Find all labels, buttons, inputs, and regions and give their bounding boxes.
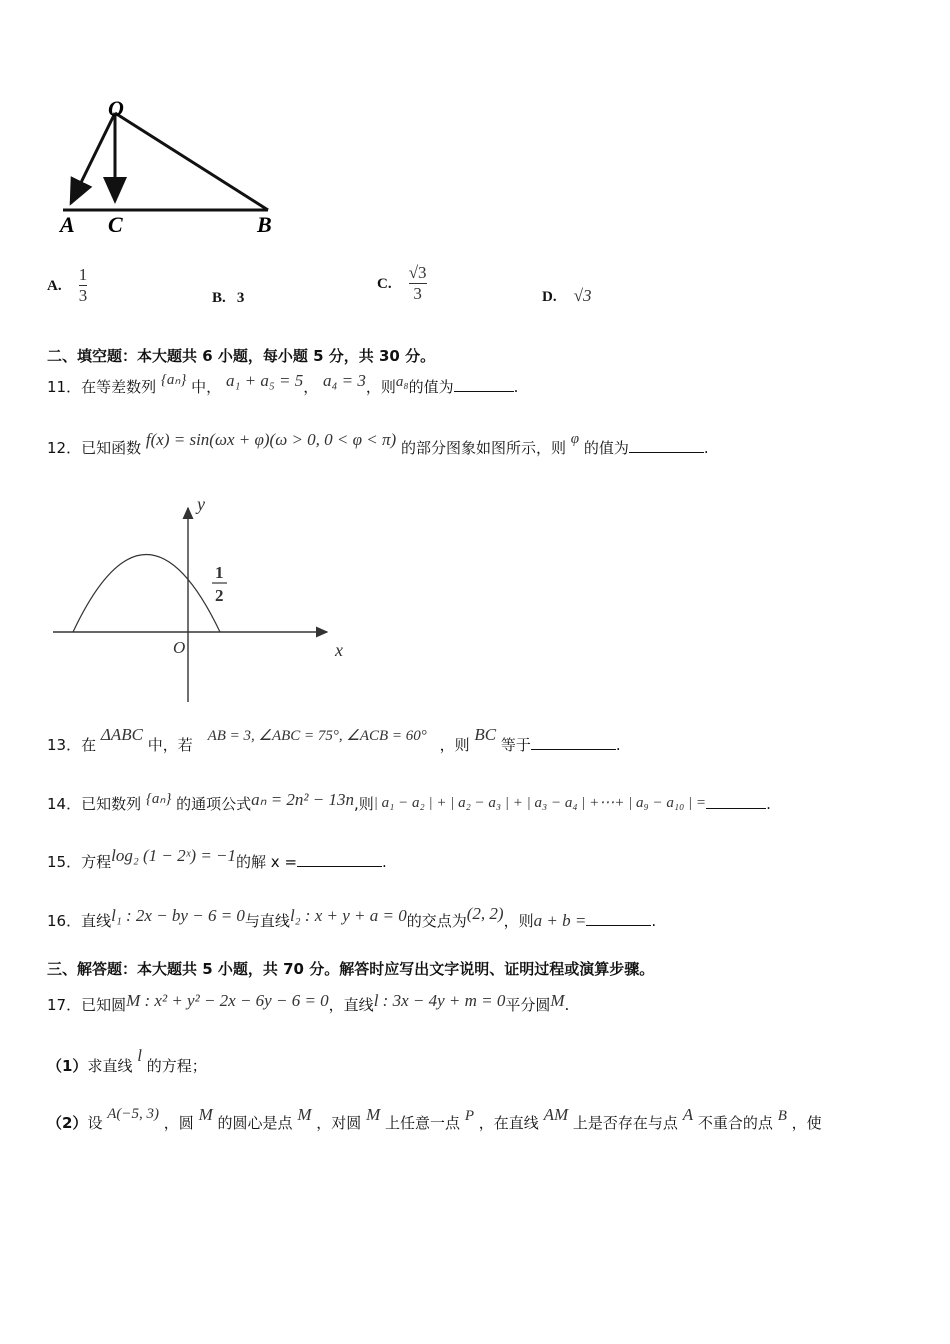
question-16 xyxy=(47,904,657,931)
text: ，则 xyxy=(503,912,534,930)
text: 设 xyxy=(87,1114,103,1132)
question-17-part-1 xyxy=(47,1046,207,1076)
text: ，对圆 xyxy=(316,1114,362,1132)
question-12 xyxy=(47,430,709,458)
text: 的部分图象如图所示，则 xyxy=(400,439,566,457)
sine-graph xyxy=(45,492,365,707)
q10-option-d xyxy=(542,286,592,306)
q10-option-a xyxy=(47,265,87,306)
math: a₁ + a₅ = 5 xyxy=(225,371,304,390)
vector-oa xyxy=(71,113,115,203)
text: 已知圆 xyxy=(81,996,127,1014)
text: 的圆心是点 xyxy=(217,1114,293,1132)
math: M xyxy=(198,1105,213,1124)
part-label: （2） xyxy=(47,1114,88,1132)
text: ,则 xyxy=(354,795,374,813)
answer-blank[interactable] xyxy=(586,911,651,926)
x-axis-label: x xyxy=(335,640,343,660)
math: M xyxy=(366,1105,381,1124)
math: A(−5, 3) xyxy=(107,1106,160,1122)
label-o: O xyxy=(108,96,124,121)
math: BC xyxy=(474,725,497,744)
math: aₙ = 2n² − 13n xyxy=(251,790,354,809)
math: P xyxy=(464,1108,475,1124)
text: . xyxy=(703,439,709,457)
text: 的交点为 xyxy=(406,912,467,930)
question-number: 13． xyxy=(47,736,82,754)
math: | a₁ − a₂ | + | a₂ − a₃ | + | a₃ − a₄ | +⋯+ | a₉ − a₁₀ | = xyxy=(373,795,707,811)
text: 方程 xyxy=(81,853,112,871)
text: 的值为 xyxy=(583,439,629,457)
text: . xyxy=(513,378,519,396)
math: l₁ : 2x − by − 6 = 0 xyxy=(111,906,245,925)
text: . xyxy=(564,996,570,1014)
triangle-figure xyxy=(55,95,285,240)
question-number: 11． xyxy=(47,378,82,396)
text: ， xyxy=(303,378,319,396)
text: 等于 xyxy=(500,736,531,754)
math: (2, 2) xyxy=(466,904,504,923)
text: 中， xyxy=(191,378,222,396)
math: AB = 3, ∠ABC = 75°, ∠ACB = 60° xyxy=(207,728,427,744)
math: φ xyxy=(570,431,580,447)
math: log₂ (1 − 2ˣ) = −1 xyxy=(111,846,237,865)
q10-option-b xyxy=(212,287,244,307)
answer-blank[interactable] xyxy=(629,438,704,453)
text: 的值为 xyxy=(408,378,454,396)
math: f(x) = sin(ωx + φ)(ω > 0, 0 < φ < π) xyxy=(145,430,397,449)
option-value: √3 xyxy=(573,286,592,305)
denominator: 3 xyxy=(78,286,88,305)
question-13 xyxy=(47,725,621,755)
text: . xyxy=(766,795,771,813)
text: 不重合的点 xyxy=(697,1114,773,1132)
part-label: （1） xyxy=(47,1057,88,1075)
question-11 xyxy=(47,371,519,397)
text: ，则 xyxy=(365,378,396,396)
option-letter: B. xyxy=(212,290,226,306)
math: ΔABC xyxy=(100,725,143,744)
question-number: 15． xyxy=(47,853,82,871)
label-a: A xyxy=(60,212,75,237)
text: 上任意一点 xyxy=(385,1114,461,1132)
text: 中，若 xyxy=(147,736,193,754)
label-b: B xyxy=(257,212,272,237)
text: 已知数列 xyxy=(81,795,142,813)
option-letter: A. xyxy=(47,278,62,294)
text: 已知函数 xyxy=(81,439,142,457)
fraction xyxy=(79,265,88,306)
math: a₄ = 3 xyxy=(323,371,366,390)
text: . xyxy=(615,736,621,754)
math: A xyxy=(682,1105,694,1124)
math: a₈ xyxy=(395,374,409,390)
text: 的方程； xyxy=(146,1057,207,1075)
math: {aₙ} xyxy=(145,791,172,807)
tick-denominator: 2 xyxy=(215,586,224,605)
math: l xyxy=(137,1046,142,1065)
answer-blank[interactable] xyxy=(454,377,514,392)
math: l : 3x − 4y + m = 0 xyxy=(373,991,506,1010)
question-15 xyxy=(47,846,387,872)
text: . xyxy=(651,912,657,930)
option-letter: C. xyxy=(377,276,392,292)
fraction xyxy=(409,263,427,304)
math: B xyxy=(777,1108,787,1124)
text: ，使 xyxy=(791,1114,822,1132)
origin-label: O xyxy=(173,638,186,657)
text: . xyxy=(382,853,387,871)
text: ，圆 xyxy=(163,1114,194,1132)
math: M : x² + y² − 2x − 6y − 6 = 0 xyxy=(126,991,329,1010)
tick-numerator: 1 xyxy=(215,563,224,582)
text: 在等差数列 xyxy=(81,378,157,396)
answer-blank[interactable] xyxy=(297,852,382,867)
section3-header: 三、解答题：本大题共 5 小题，共 70 分。解答时应写出文字说明、证明过程或演算步骤。 xyxy=(47,960,655,978)
option-letter: D. xyxy=(542,289,557,305)
math: M xyxy=(297,1105,312,1124)
answer-blank[interactable] xyxy=(706,794,766,809)
y-axis-label: y xyxy=(197,494,205,514)
text: 的解 x = xyxy=(236,853,298,871)
math: AM xyxy=(543,1105,569,1124)
text: 求直线 xyxy=(87,1057,133,1075)
numerator: √3 xyxy=(408,263,427,282)
text: 直线 xyxy=(81,912,112,930)
math: a + b = xyxy=(533,911,587,930)
numerator: 1 xyxy=(78,265,88,284)
math: l₂ : x + y + a = 0 xyxy=(289,906,407,925)
denominator: 3 xyxy=(413,284,422,303)
math: {aₙ} xyxy=(160,372,187,388)
answer-blank[interactable] xyxy=(531,735,616,750)
question-number: 17． xyxy=(47,996,82,1014)
q10-option-c xyxy=(377,263,427,304)
section2-header: 二、填空题：本大题共 6 小题，每小题 5 分，共 30 分。 xyxy=(47,347,436,365)
label-c: C xyxy=(108,212,123,237)
sine-curve xyxy=(73,555,220,633)
text: ，直线 xyxy=(328,996,374,1014)
text: 上是否存在与点 xyxy=(572,1114,678,1132)
question-number: 16． xyxy=(47,912,82,930)
math: M xyxy=(550,991,565,1010)
question-number: 14． xyxy=(47,795,82,813)
segment-ob xyxy=(115,113,268,210)
question-17-part-2 xyxy=(47,1105,822,1133)
text: ，在直线 xyxy=(478,1114,539,1132)
option-value: 3 xyxy=(236,290,245,306)
text: 的通项公式 xyxy=(176,795,252,813)
question-17 xyxy=(47,991,570,1015)
question-number: 12． xyxy=(47,439,82,457)
text: 在 xyxy=(81,736,97,754)
question-14 xyxy=(47,790,771,814)
text: 与直线 xyxy=(244,912,290,930)
text: ，则 xyxy=(439,736,470,754)
text: 平分圆 xyxy=(505,996,551,1014)
